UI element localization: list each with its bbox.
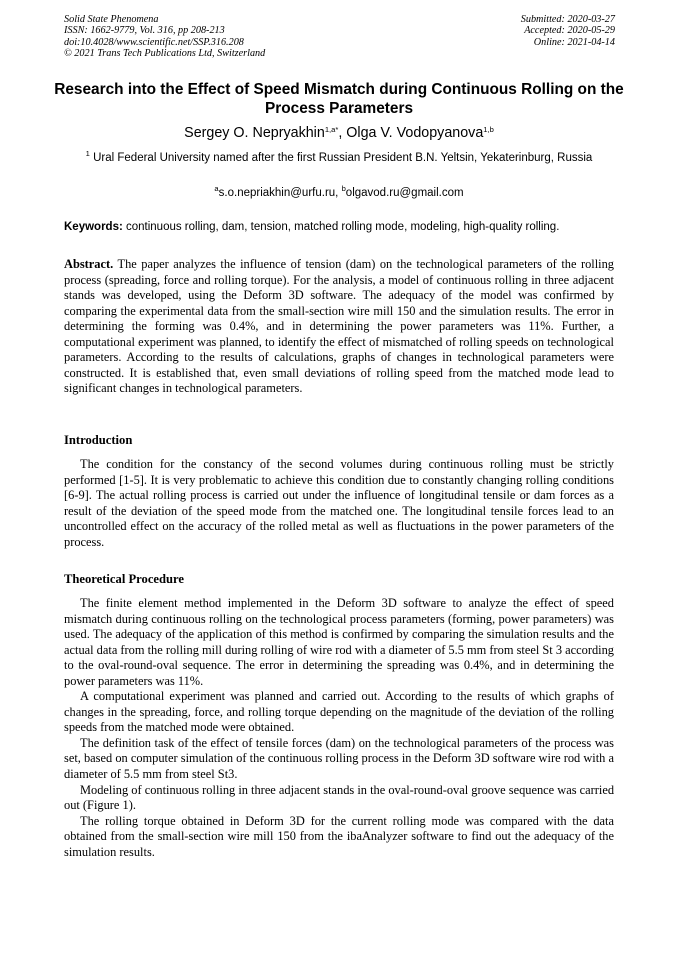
- affiliation-superscript: 1: [85, 149, 90, 158]
- email-superscript: a: [214, 184, 219, 193]
- paragraph: Modeling of continuous rolling in three adjacent stands in the oval-round-oval groove sequence was carried out (Figure 1).: [64, 782, 615, 813]
- email-address[interactable]: olgavod.ru@gmail.com: [345, 187, 464, 199]
- email-address[interactable]: s.o.nepriakhin@urfu.ru: [218, 187, 336, 199]
- paragraph: The condition for the constancy of the second volumes during continuous rolling must be strictly performed [1-5]. It is very problematic to achieve this condition due to constantly changing rolling conditions [6-9]. The actual rolling process is carried out under the influence of longitudinal tensile or dam forces as a result of the deviation of the speed mode from the matched one. The longitudinal tensile forces lead to an uncontrolled effect on the accuracy of the rolled metal as well as fluctuations in the power parameters of the process.: [64, 457, 614, 549]
- introduction-section: [64, 457, 614, 550]
- affiliation-text: Ural Federal University named after the first Russian President B.N. Yeltsin, Yekaterinburg, Russia: [89, 152, 593, 164]
- paragraph: A computational experiment was planned and carried out. According to the results of which graphs of changes in the spreading, force, and rolling torque depending on the magnitude of the deviation of the rolling speeds from the matched mode were obtained.: [64, 689, 614, 735]
- email-separator: ,: [335, 187, 342, 199]
- paper-title: Research into the Effect of Speed Mismatch during Continuous Rolling on the Process Parameters: [54, 81, 624, 117]
- author-emails: [40, 185, 638, 201]
- author-name: Olga V. Vodopyanova: [346, 125, 484, 141]
- online-date: Online: 2021-04-14: [533, 36, 615, 48]
- author-superscript: 1,b: [483, 125, 494, 134]
- paragraph: The rolling torque obtained in Deform 3D for the current rolling mode was compared with the data obtained from the small-section wire mill 150 from the ibaAnalyzer software to find out the adequacy of the simulation results.: [64, 813, 614, 859]
- keywords-label: Keywords:: [64, 221, 123, 233]
- submitted-date: Submitted: 2020-03-27: [520, 14, 615, 25]
- journal-name: Solid State Phenomena: [64, 14, 159, 25]
- abstract: [64, 257, 614, 397]
- affiliation: [70, 150, 608, 167]
- section-heading-introduction: Introduction: [64, 433, 133, 447]
- keywords: [64, 220, 624, 234]
- copyright-line: © 2021 Trans Tech Publications Ltd, Switzerland: [64, 48, 266, 60]
- author-separator: ,: [338, 125, 347, 141]
- issn-line: ISSN: 1662-9779, Vol. 316, pp 208-213: [64, 25, 225, 37]
- abstract-label: Abstract.: [64, 257, 114, 271]
- author-superscript: 1,a*: [324, 125, 339, 134]
- email-superscript: b: [341, 184, 346, 193]
- keywords-text: continuous rolling, dam, tension, matched rolling mode, modeling, high-quality rolling.: [122, 221, 560, 233]
- doi-line: doi:10.4028/www.scientific.net/SSP.316.208: [64, 36, 244, 48]
- author-name: Sergey O. Nepryakhin: [184, 125, 325, 141]
- abstract-text: The paper analyzes the influence of tension (dam) on the technological parameters of the rolling process (spreading, force and rolling torque). For the analysis, a model of continuous rolling in three adjacent stands was developed, using the Deform 3D software. The adequacy of the model was confirmed by comparing the experimental data from the small-section wire mill 150 and the simulation results. The error in determining the forming was 0.4%, and in determining the power parameters was 11%. Further, a computational experiment was planned, to identify the effect of mismatched of rolling speeds on technological parameters. According to the results of calculations, graphs of changes in technological parameters were constructed. It is established that, even small deviations of rolling speed from the matched mode lead to significant changes in technological parameters.: [64, 257, 614, 396]
- journal-header-left: [64, 14, 265, 60]
- section-heading-theoretical-procedure: Theoretical Procedure: [64, 572, 184, 586]
- accepted-date: Accepted: 2020-05-29: [524, 25, 615, 37]
- paragraph: The definition task of the effect of tensile forces (dam) on the technological parameters of the process was set, based on computer simulation of the continuous rolling process in the Deform 3D software wire rod with a diameter of 5.5 mm from steel St3.: [64, 735, 614, 782]
- journal-header-right: [521, 14, 615, 48]
- author-list: [40, 124, 638, 142]
- paragraph: The finite element method implemented in the Deform 3D software to analyze the effect of speed mismatch during continuous rolling on the technological process parameters (forming, power parameters) was used. The adequacy of the application of this method is confirmed by comparing the simulation results and the actual data from the rolling mill during rolling of wire rod with a diameter of 5.5 mm from steel St 3 according to the oval-round-oval sequence. The error in determining the spreading was 0.4%, and in determining the power parameters was 11%.: [64, 596, 614, 688]
- theoretical-procedure-section: [64, 596, 614, 860]
